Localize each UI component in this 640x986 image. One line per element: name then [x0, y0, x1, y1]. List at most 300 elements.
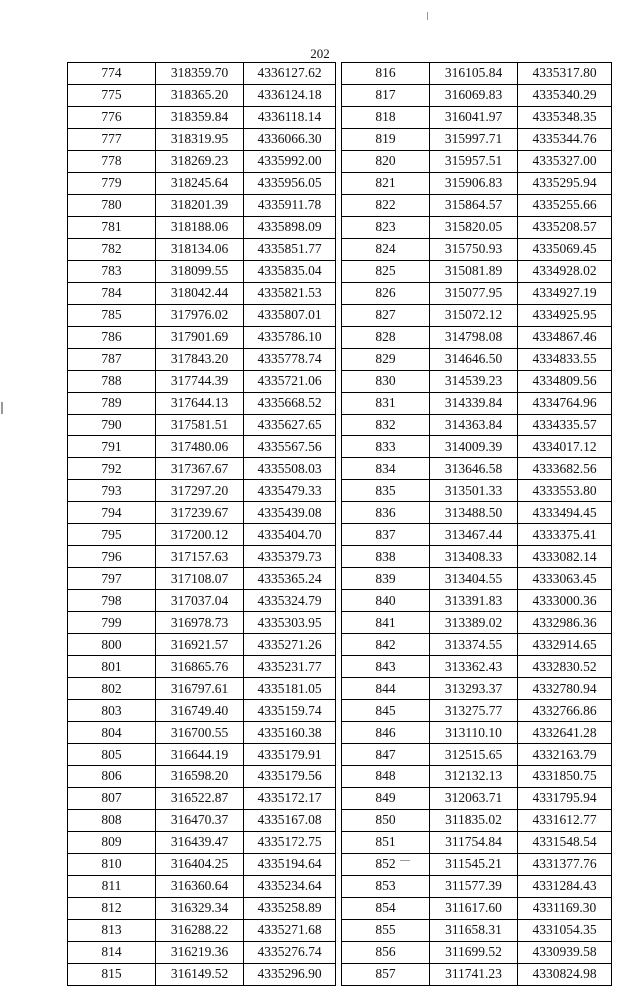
y-coordinate-cell: 4335404.70	[244, 524, 336, 546]
y-coordinate-cell: 4331548.54	[518, 831, 612, 853]
y-coordinate-cell: 4335160.38	[244, 722, 336, 744]
y-coordinate-cell: 4335956.05	[244, 172, 336, 194]
point-number-cell: 855	[342, 919, 430, 941]
point-number-cell: 779	[68, 172, 156, 194]
x-coordinate-cell: 316700.55	[156, 722, 244, 744]
point-number-cell: 795	[68, 524, 156, 546]
x-coordinate-cell: 313374.55	[430, 634, 518, 656]
x-coordinate-cell: 313293.37	[430, 678, 518, 700]
y-coordinate-cell: 4332830.52	[518, 656, 612, 678]
x-coordinate-cell: 313391.83	[430, 590, 518, 612]
table-row	[342, 766, 612, 788]
table-row	[68, 787, 336, 809]
x-coordinate-cell: 311617.60	[430, 897, 518, 919]
point-number-cell: 788	[68, 370, 156, 392]
point-number-cell: 799	[68, 612, 156, 634]
x-coordinate-cell: 316149.52	[156, 963, 244, 985]
y-coordinate-cell: 4335567.56	[244, 436, 336, 458]
x-coordinate-cell: 316069.83	[430, 84, 518, 106]
point-number-cell: 842	[342, 634, 430, 656]
table-row	[342, 744, 612, 766]
y-coordinate-cell: 4330939.58	[518, 941, 612, 963]
table-row	[68, 612, 336, 634]
table-row	[342, 787, 612, 809]
y-coordinate-cell: 4336118.14	[244, 106, 336, 128]
table-row	[342, 963, 612, 985]
table-row	[342, 150, 612, 172]
table-row	[342, 875, 612, 897]
point-number-cell: 809	[68, 831, 156, 853]
table-row	[342, 678, 612, 700]
point-number-cell: 857	[342, 963, 430, 985]
point-number-cell: 803	[68, 700, 156, 722]
x-coordinate-cell: 315957.51	[430, 150, 518, 172]
table-row	[342, 809, 612, 831]
point-number-cell: 794	[68, 502, 156, 524]
x-coordinate-cell: 313362.43	[430, 656, 518, 678]
table-row	[342, 84, 612, 106]
x-coordinate-cell: 318188.06	[156, 216, 244, 238]
x-coordinate-cell: 315906.83	[430, 172, 518, 194]
table-row	[68, 128, 336, 150]
table-row	[68, 524, 336, 546]
point-number-cell: 833	[342, 436, 430, 458]
x-coordinate-cell: 311545.21	[430, 853, 518, 875]
table-row	[68, 546, 336, 568]
x-coordinate-cell: 313408.33	[430, 546, 518, 568]
table-row	[68, 919, 336, 941]
y-coordinate-cell: 4332986.36	[518, 612, 612, 634]
x-coordinate-cell: 313389.02	[430, 612, 518, 634]
y-coordinate-cell: 4336124.18	[244, 84, 336, 106]
point-number-cell: 808	[68, 809, 156, 831]
table-row	[342, 524, 612, 546]
table-row	[342, 238, 612, 260]
y-coordinate-cell: 4335179.56	[244, 766, 336, 788]
y-coordinate-cell: 4335911.78	[244, 194, 336, 216]
table-row	[342, 194, 612, 216]
y-coordinate-cell: 4333553.80	[518, 480, 612, 502]
y-coordinate-cell: 4335721.06	[244, 370, 336, 392]
point-number-cell: 804	[68, 722, 156, 744]
point-number-cell: 774	[68, 63, 156, 85]
point-number-cell: 811	[68, 875, 156, 897]
table-row	[342, 634, 612, 656]
point-number-cell: 831	[342, 392, 430, 414]
y-coordinate-cell: 4335327.00	[518, 150, 612, 172]
point-number-cell: 785	[68, 304, 156, 326]
table-row	[68, 370, 336, 392]
y-coordinate-cell: 4335234.64	[244, 875, 336, 897]
x-coordinate-cell: 316105.84	[430, 63, 518, 85]
x-coordinate-cell: 313501.33	[430, 480, 518, 502]
table-row	[342, 458, 612, 480]
x-coordinate-cell: 318359.84	[156, 106, 244, 128]
table-row	[342, 656, 612, 678]
y-coordinate-cell: 4335479.33	[244, 480, 336, 502]
point-number-cell: 844	[342, 678, 430, 700]
x-coordinate-cell: 316041.97	[430, 106, 518, 128]
x-coordinate-cell: 316749.40	[156, 700, 244, 722]
y-coordinate-cell: 4335255.66	[518, 194, 612, 216]
table-row	[68, 941, 336, 963]
point-number-cell: 806	[68, 766, 156, 788]
point-number-cell: 825	[342, 260, 430, 282]
y-coordinate-cell: 4331284.43	[518, 875, 612, 897]
table-row	[68, 897, 336, 919]
x-coordinate-cell: 316978.73	[156, 612, 244, 634]
y-coordinate-cell: 4331612.77	[518, 809, 612, 831]
coordinate-tables	[67, 62, 611, 982]
table-row	[342, 897, 612, 919]
x-coordinate-cell: 315077.95	[430, 282, 518, 304]
x-coordinate-cell: 314363.84	[430, 414, 518, 436]
point-number-cell: 790	[68, 414, 156, 436]
y-coordinate-cell: 4334764.96	[518, 392, 612, 414]
y-coordinate-cell: 4334017.12	[518, 436, 612, 458]
y-coordinate-cell: 4335208.57	[518, 216, 612, 238]
x-coordinate-cell: 317901.69	[156, 326, 244, 348]
point-number-cell: 830	[342, 370, 430, 392]
coordinate-table-right	[341, 62, 612, 986]
y-coordinate-cell: 4334833.55	[518, 348, 612, 370]
table-row	[68, 766, 336, 788]
y-coordinate-cell: 4335365.24	[244, 568, 336, 590]
point-number-cell: 851	[342, 831, 430, 853]
y-coordinate-cell: 4332641.28	[518, 722, 612, 744]
table-row	[68, 392, 336, 414]
table-row	[342, 480, 612, 502]
point-number-cell: 818	[342, 106, 430, 128]
x-coordinate-cell: 316329.34	[156, 897, 244, 919]
point-number-cell: 819	[342, 128, 430, 150]
point-number-cell: 782	[68, 238, 156, 260]
x-coordinate-cell: 317108.07	[156, 568, 244, 590]
table-row	[342, 128, 612, 150]
page-number: 202	[310, 46, 330, 61]
point-number-cell: 792	[68, 458, 156, 480]
point-number-cell: 836	[342, 502, 430, 524]
point-number-cell: 840	[342, 590, 430, 612]
y-coordinate-cell: 4335159.74	[244, 700, 336, 722]
point-number-cell: 775	[68, 84, 156, 106]
point-number-cell: 826	[342, 282, 430, 304]
y-coordinate-cell: 4335258.89	[244, 897, 336, 919]
table-row	[342, 590, 612, 612]
point-number-cell: 824	[342, 238, 430, 260]
table-row	[342, 612, 612, 634]
y-coordinate-cell: 4331169.30	[518, 897, 612, 919]
point-number-cell: 786	[68, 326, 156, 348]
table-row	[342, 919, 612, 941]
y-coordinate-cell: 4335194.64	[244, 853, 336, 875]
table-row	[342, 304, 612, 326]
table-row	[68, 106, 336, 128]
table-row	[342, 216, 612, 238]
point-number-cell: 784	[68, 282, 156, 304]
y-coordinate-cell: 4334925.95	[518, 304, 612, 326]
table-row	[68, 436, 336, 458]
y-coordinate-cell: 4333494.45	[518, 502, 612, 524]
x-coordinate-cell: 314798.08	[430, 326, 518, 348]
y-coordinate-cell: 4332766.86	[518, 700, 612, 722]
point-number-cell: 834	[342, 458, 430, 480]
point-number-cell: 810	[68, 853, 156, 875]
x-coordinate-cell: 311741.23	[430, 963, 518, 985]
x-coordinate-cell: 316470.37	[156, 809, 244, 831]
table-row	[68, 326, 336, 348]
table-row	[342, 436, 612, 458]
table-row	[342, 414, 612, 436]
table-row	[342, 853, 612, 875]
point-number-cell: 832	[342, 414, 430, 436]
y-coordinate-cell: 4335992.00	[244, 150, 336, 172]
y-coordinate-cell: 4336066.30	[244, 128, 336, 150]
y-coordinate-cell: 4335348.35	[518, 106, 612, 128]
y-coordinate-cell: 4335898.09	[244, 216, 336, 238]
table-row	[68, 282, 336, 304]
table-row	[68, 150, 336, 172]
y-coordinate-cell: 4334928.02	[518, 260, 612, 282]
y-coordinate-cell: 4335276.74	[244, 941, 336, 963]
point-number-cell: 845	[342, 700, 430, 722]
table-row	[68, 260, 336, 282]
x-coordinate-cell: 316598.20	[156, 766, 244, 788]
x-coordinate-cell: 315997.71	[430, 128, 518, 150]
point-number-cell: 783	[68, 260, 156, 282]
point-number-cell: 847	[342, 744, 430, 766]
point-number-cell: 816	[342, 63, 430, 85]
x-coordinate-cell: 315864.57	[430, 194, 518, 216]
table-row	[342, 260, 612, 282]
y-coordinate-cell: 4335344.76	[518, 128, 612, 150]
x-coordinate-cell: 315072.12	[430, 304, 518, 326]
scan-mark	[400, 860, 410, 861]
table-row	[68, 853, 336, 875]
y-coordinate-cell: 4335668.52	[244, 392, 336, 414]
x-coordinate-cell: 313275.77	[430, 700, 518, 722]
x-coordinate-cell: 317200.12	[156, 524, 244, 546]
x-coordinate-cell: 316644.19	[156, 744, 244, 766]
table-row	[342, 392, 612, 414]
table-row	[342, 106, 612, 128]
x-coordinate-cell: 317480.06	[156, 436, 244, 458]
table-row	[68, 304, 336, 326]
y-coordinate-cell: 4335821.53	[244, 282, 336, 304]
y-coordinate-cell: 4335303.95	[244, 612, 336, 634]
x-coordinate-cell: 317037.04	[156, 590, 244, 612]
y-coordinate-cell: 4335271.26	[244, 634, 336, 656]
point-number-cell: 800	[68, 634, 156, 656]
table-row	[68, 568, 336, 590]
x-coordinate-cell: 314009.39	[430, 436, 518, 458]
y-coordinate-cell: 4333000.36	[518, 590, 612, 612]
x-coordinate-cell: 315081.89	[430, 260, 518, 282]
point-number-cell: 796	[68, 546, 156, 568]
point-number-cell: 793	[68, 480, 156, 502]
x-coordinate-cell: 318319.95	[156, 128, 244, 150]
point-number-cell: 821	[342, 172, 430, 194]
x-coordinate-cell: 313404.55	[430, 568, 518, 590]
table-row	[68, 744, 336, 766]
table-row	[68, 590, 336, 612]
x-coordinate-cell: 314646.50	[430, 348, 518, 370]
x-coordinate-cell: 313488.50	[430, 502, 518, 524]
y-coordinate-cell: 4335296.90	[244, 963, 336, 985]
table-row	[68, 722, 336, 744]
y-coordinate-cell: 4335340.29	[518, 84, 612, 106]
table-row	[68, 194, 336, 216]
y-coordinate-cell: 4335167.08	[244, 809, 336, 831]
y-coordinate-cell: 4332163.79	[518, 744, 612, 766]
table-row	[68, 634, 336, 656]
table-row	[342, 63, 612, 85]
point-number-cell: 778	[68, 150, 156, 172]
x-coordinate-cell: 316439.47	[156, 831, 244, 853]
x-coordinate-cell: 316360.64	[156, 875, 244, 897]
table-row	[68, 348, 336, 370]
point-number-cell: 837	[342, 524, 430, 546]
scan-mark	[1, 402, 3, 414]
y-coordinate-cell: 4333082.14	[518, 546, 612, 568]
x-coordinate-cell: 315750.93	[430, 238, 518, 260]
y-coordinate-cell: 4335179.91	[244, 744, 336, 766]
point-number-cell: 777	[68, 128, 156, 150]
x-coordinate-cell: 318365.20	[156, 84, 244, 106]
x-coordinate-cell: 316522.87	[156, 787, 244, 809]
point-number-cell: 807	[68, 787, 156, 809]
table-row	[68, 458, 336, 480]
table-row	[68, 63, 336, 85]
point-number-cell: 815	[68, 963, 156, 985]
point-number-cell: 828	[342, 326, 430, 348]
x-coordinate-cell: 312132.13	[430, 766, 518, 788]
y-coordinate-cell: 4333375.41	[518, 524, 612, 546]
table-row	[68, 656, 336, 678]
table-row	[68, 238, 336, 260]
y-coordinate-cell: 4335317.80	[518, 63, 612, 85]
table-row	[342, 941, 612, 963]
point-number-cell: 787	[68, 348, 156, 370]
x-coordinate-cell: 317367.67	[156, 458, 244, 480]
x-coordinate-cell: 317644.13	[156, 392, 244, 414]
x-coordinate-cell: 318245.64	[156, 172, 244, 194]
table-row	[342, 722, 612, 744]
point-number-cell: 852	[342, 853, 430, 875]
x-coordinate-cell: 311577.39	[430, 875, 518, 897]
y-coordinate-cell: 4335627.65	[244, 414, 336, 436]
point-number-cell: 817	[342, 84, 430, 106]
x-coordinate-cell: 311754.84	[430, 831, 518, 853]
point-number-cell: 827	[342, 304, 430, 326]
y-coordinate-cell: 4330824.98	[518, 963, 612, 985]
y-coordinate-cell: 4331795.94	[518, 787, 612, 809]
table-row	[68, 414, 336, 436]
point-number-cell: 823	[342, 216, 430, 238]
y-coordinate-cell: 4335786.10	[244, 326, 336, 348]
y-coordinate-cell: 4335439.08	[244, 502, 336, 524]
y-coordinate-cell: 4335807.01	[244, 304, 336, 326]
point-number-cell: 797	[68, 568, 156, 590]
table-row	[68, 502, 336, 524]
x-coordinate-cell: 318201.39	[156, 194, 244, 216]
x-coordinate-cell: 317581.51	[156, 414, 244, 436]
x-coordinate-cell: 311699.52	[430, 941, 518, 963]
point-number-cell: 849	[342, 787, 430, 809]
x-coordinate-cell: 312515.65	[430, 744, 518, 766]
y-coordinate-cell: 4332914.65	[518, 634, 612, 656]
point-number-cell: 846	[342, 722, 430, 744]
y-coordinate-cell: 4335778.74	[244, 348, 336, 370]
table-row	[342, 282, 612, 304]
table-row	[342, 568, 612, 590]
point-number-cell: 781	[68, 216, 156, 238]
x-coordinate-cell: 315820.05	[430, 216, 518, 238]
point-number-cell: 856	[342, 941, 430, 963]
y-coordinate-cell: 4335324.79	[244, 590, 336, 612]
x-coordinate-cell: 317976.02	[156, 304, 244, 326]
y-coordinate-cell: 4335069.45	[518, 238, 612, 260]
point-number-cell: 798	[68, 590, 156, 612]
point-number-cell: 780	[68, 194, 156, 216]
point-number-cell: 814	[68, 941, 156, 963]
point-number-cell: 848	[342, 766, 430, 788]
point-number-cell: 853	[342, 875, 430, 897]
table-row	[68, 172, 336, 194]
x-coordinate-cell: 316288.22	[156, 919, 244, 941]
y-coordinate-cell: 4334335.57	[518, 414, 612, 436]
table-row	[68, 678, 336, 700]
x-coordinate-cell: 316921.57	[156, 634, 244, 656]
x-coordinate-cell: 316797.61	[156, 678, 244, 700]
point-number-cell: 841	[342, 612, 430, 634]
point-number-cell: 802	[68, 678, 156, 700]
table-row	[68, 216, 336, 238]
y-coordinate-cell: 4335172.75	[244, 831, 336, 853]
y-coordinate-cell: 4332780.94	[518, 678, 612, 700]
y-coordinate-cell: 4335181.05	[244, 678, 336, 700]
y-coordinate-cell: 4335231.77	[244, 656, 336, 678]
x-coordinate-cell: 313467.44	[430, 524, 518, 546]
x-coordinate-cell: 311658.31	[430, 919, 518, 941]
point-number-cell: 801	[68, 656, 156, 678]
point-number-cell: 822	[342, 194, 430, 216]
point-number-cell: 838	[342, 546, 430, 568]
x-coordinate-cell: 316404.25	[156, 853, 244, 875]
y-coordinate-cell: 4335851.77	[244, 238, 336, 260]
table-row	[342, 831, 612, 853]
x-coordinate-cell: 314539.23	[430, 370, 518, 392]
x-coordinate-cell: 317157.63	[156, 546, 244, 568]
y-coordinate-cell: 4334927.19	[518, 282, 612, 304]
scan-mark	[427, 12, 428, 20]
x-coordinate-cell: 318099.55	[156, 260, 244, 282]
y-coordinate-cell: 4335295.94	[518, 172, 612, 194]
y-coordinate-cell: 4334809.56	[518, 370, 612, 392]
x-coordinate-cell: 314339.84	[430, 392, 518, 414]
y-coordinate-cell: 4331054.35	[518, 919, 612, 941]
y-coordinate-cell: 4335508.03	[244, 458, 336, 480]
table-row	[68, 84, 336, 106]
x-coordinate-cell: 318359.70	[156, 63, 244, 85]
point-number-cell: 789	[68, 392, 156, 414]
point-number-cell: 854	[342, 897, 430, 919]
point-number-cell: 850	[342, 809, 430, 831]
point-number-cell: 791	[68, 436, 156, 458]
table-row	[68, 809, 336, 831]
table-row	[68, 963, 336, 985]
point-number-cell: 812	[68, 897, 156, 919]
